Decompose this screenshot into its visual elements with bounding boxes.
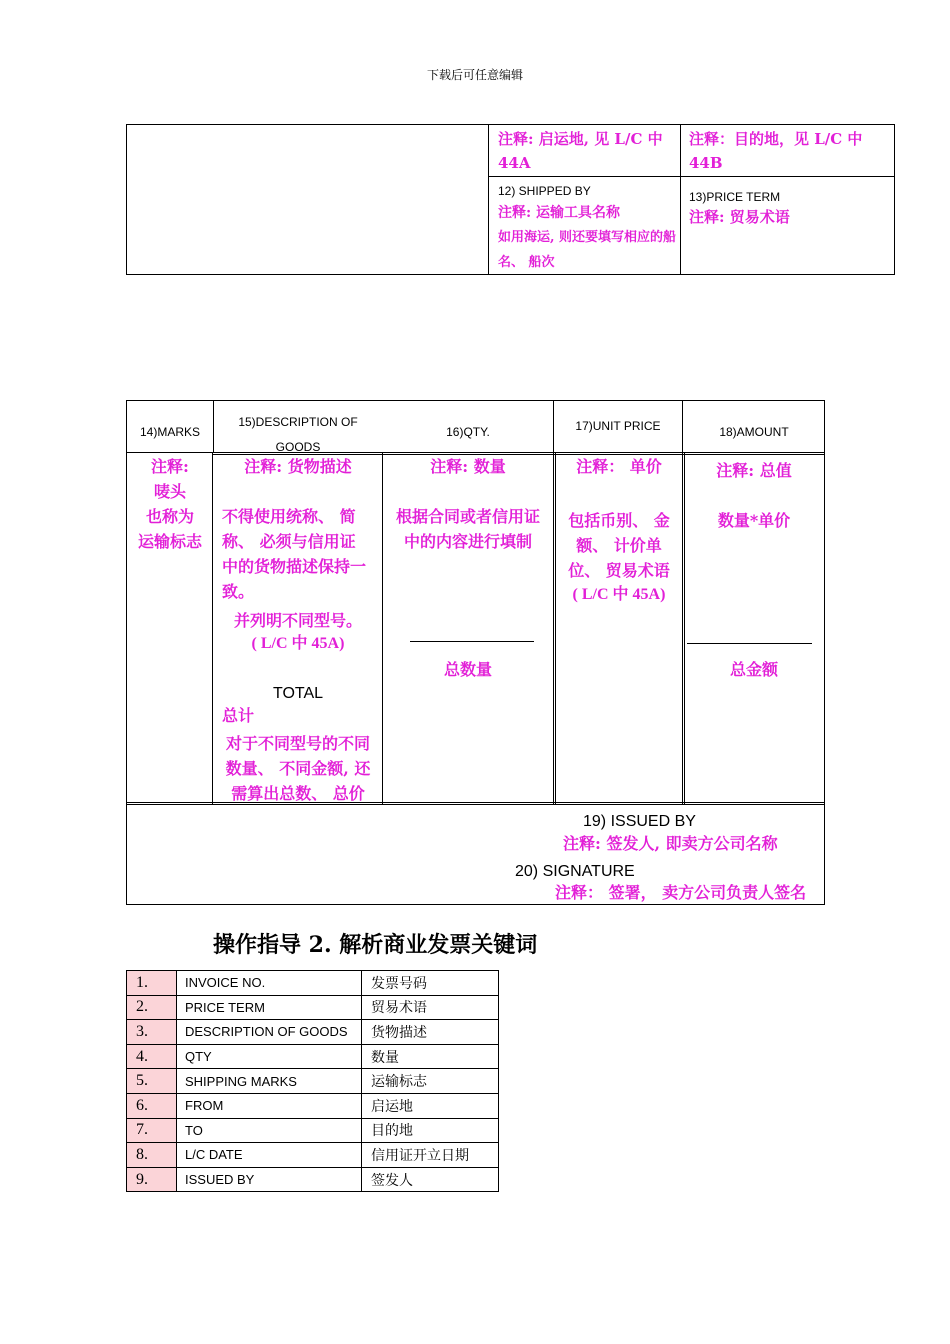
- total-zh: 总计: [222, 706, 255, 725]
- table-row: [127, 1167, 499, 1192]
- keyword-en: L/C DATE: [177, 1143, 362, 1168]
- keyword-zh: 启运地: [362, 1093, 499, 1118]
- keyword-zh: 目的地: [362, 1118, 499, 1143]
- shipped-by-detail: 如用海运, 则还要填写相应的船名、 船次: [498, 230, 677, 270]
- description-note-title: 注释: 货物描述: [244, 457, 352, 476]
- keyword-en: FROM: [177, 1093, 362, 1118]
- amount-note-body: 数量*单价: [717, 511, 791, 530]
- keyword-en: DESCRIPTION OF GOODS: [177, 1020, 362, 1045]
- keyword-zh: 数量: [362, 1044, 499, 1069]
- table-row: [127, 1118, 499, 1143]
- qty-note-title: 注释: 数量: [430, 457, 506, 476]
- shipped-by-label: 12) SHIPPED BY: [498, 184, 591, 198]
- unit-price-note-title: 注释： 单价: [576, 457, 662, 476]
- description-note-body: 不得使用统称、 简 称、 必须与信用证 中的货物描述保持一 致。: [222, 507, 367, 601]
- keyword-en: SHIPPING MARKS: [177, 1069, 362, 1094]
- table-row: [127, 1069, 499, 1094]
- from-note: 注释: 启运地, 见 L/C 中 44A: [498, 130, 663, 172]
- marks-note: 注释: 唛头 也称为 运输标志: [137, 457, 202, 551]
- total-note: 对于不同型号的不同 数量、 不同金额, 还 需算出总数、 总价: [225, 734, 371, 803]
- unit-price-note-body: 包括币别、 金 额、 计价单 位、 贸易术语: [568, 511, 670, 580]
- to-note: 注释：目的地，见 L/C 中 44B: [689, 130, 863, 172]
- shipping-info-table: [126, 124, 895, 275]
- row-number: 2.: [127, 995, 177, 1020]
- header-marks: 14)MARKS: [139, 425, 201, 439]
- description-lc-ref: ( L/C 中 45A): [251, 635, 345, 652]
- header-amount: 18)AMOUNT: [719, 425, 789, 439]
- shipped-by-note: 注释: 运输工具名称: [498, 205, 621, 221]
- row-number: 1.: [127, 971, 177, 996]
- header-description: 15)DESCRIPTION OF GOODS: [238, 415, 358, 454]
- table-row: [127, 1093, 499, 1118]
- page-header: 下载后可任意编辑: [426, 68, 523, 82]
- row-number: 7.: [127, 1118, 177, 1143]
- description-models-note: 并列明不同型号。: [233, 611, 362, 630]
- total-label: TOTAL: [272, 685, 324, 702]
- row-number: 6.: [127, 1093, 177, 1118]
- row-number: 4.: [127, 1044, 177, 1069]
- keyword-en: QTY: [177, 1044, 362, 1069]
- keyword-zh: 发票号码: [362, 971, 499, 996]
- signature-label: 20) SIGNATURE: [515, 863, 635, 880]
- price-term-note: 注释: 贸易术语: [689, 208, 790, 226]
- keyword-zh: 贸易术语: [362, 995, 499, 1020]
- row-number: 9.: [127, 1167, 177, 1192]
- amount-note-title: 注释: 总值: [716, 461, 792, 480]
- table-row: [127, 1143, 499, 1168]
- header-unit-price: 17)UNIT PRICE: [575, 419, 661, 433]
- header-qty: 16)QTY.: [446, 425, 490, 439]
- keyword-en: PRICE TERM: [177, 995, 362, 1020]
- keyword-en: INVOICE NO.: [177, 971, 362, 996]
- guide-title: 操作指导 2. 解析商业发票关键词: [213, 932, 538, 958]
- keyword-table: [126, 970, 499, 1192]
- price-term-label: 13)PRICE TERM: [689, 190, 781, 204]
- keyword-en: ISSUED BY: [177, 1167, 362, 1192]
- keyword-zh: 货物描述: [362, 1020, 499, 1045]
- issued-by-label: 19) ISSUED BY: [583, 813, 696, 830]
- issued-by-note: 注释: 签发人, 即卖方公司名称: [563, 834, 778, 853]
- amount-total: 总金额: [729, 660, 778, 679]
- unit-price-lc-ref: ( L/C 中 45A): [572, 586, 666, 603]
- keyword-zh: 签发人: [362, 1167, 499, 1192]
- table-row: [127, 1044, 499, 1069]
- row-number: 8.: [127, 1143, 177, 1168]
- table-row: [127, 995, 499, 1020]
- goods-table: [126, 400, 825, 905]
- keyword-zh: 运输标志: [362, 1069, 499, 1094]
- qty-note-body: 根据合同或者信用证 中的内容进行填制: [395, 507, 540, 551]
- keyword-en: TO: [177, 1118, 362, 1143]
- table-row: [127, 971, 499, 996]
- row-number: 5.: [127, 1069, 177, 1094]
- signature-note: 注释： 签署， 卖方公司负责人签名: [555, 883, 807, 902]
- table-row: [127, 1020, 499, 1045]
- keyword-zh: 信用证开立日期: [362, 1143, 499, 1168]
- qty-total: 总数量: [443, 660, 492, 679]
- row-number: 3.: [127, 1020, 177, 1045]
